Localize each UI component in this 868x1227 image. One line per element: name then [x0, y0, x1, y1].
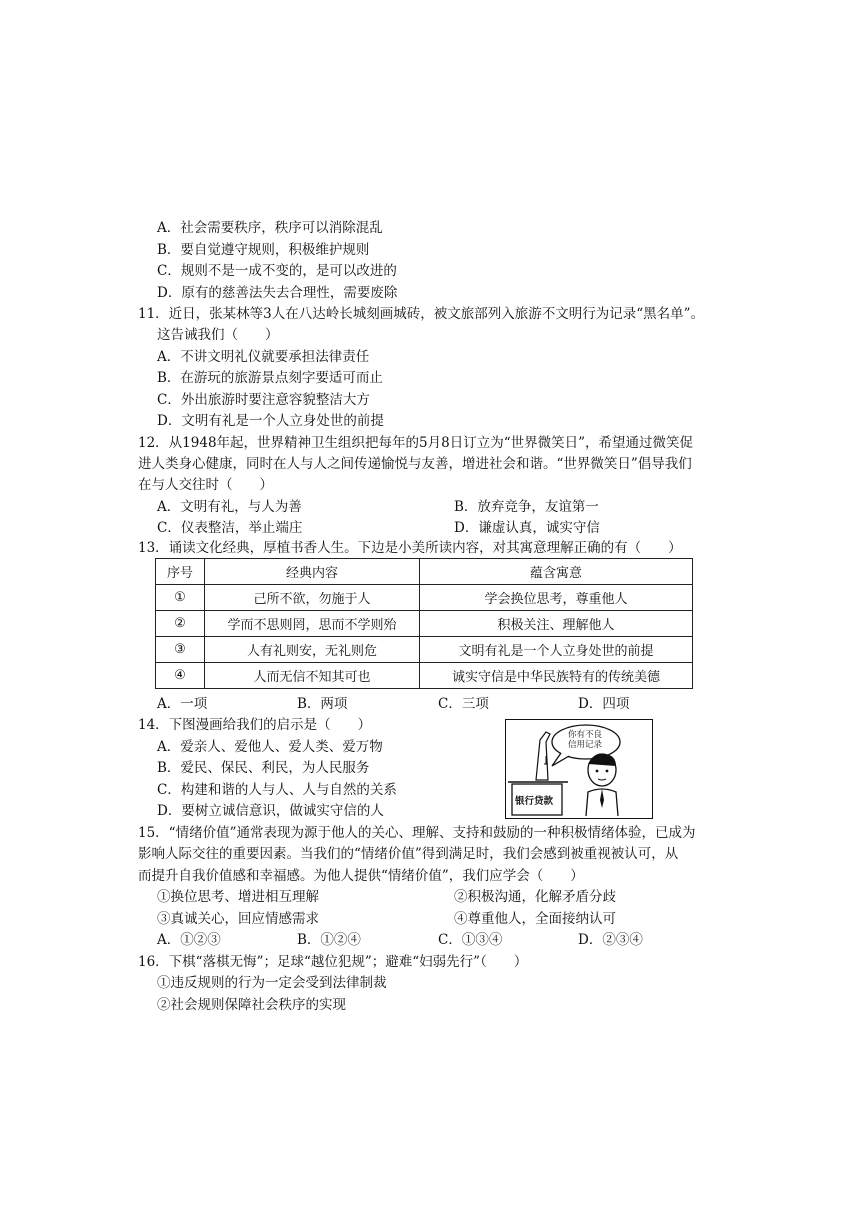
q11-stem-line1: 11．近日，张某林等3人在八达岭长城刻画城砖，被文旅部列入旅游不文明行为记录“黑名单”。 [138, 306, 705, 322]
q11-option-c: C．外出旅游时要注意容貌整洁大方 [157, 392, 370, 408]
person-eye [606, 770, 609, 773]
q16-stem: 16．下棋“落棋无悔”；足球“越位犯规”；避难“妇弱先行”（ ） [138, 954, 528, 970]
q13-table [155, 558, 693, 689]
q13-option-d: D．四项 [578, 696, 630, 712]
q10-option-b: B．要自觉遵守规则，积极维护规则 [157, 242, 370, 258]
q16-statement-1: ①违反规则的行为一定会受到法律制裁 [157, 975, 387, 991]
q15-option-d: D．②③④ [578, 932, 643, 948]
q15-stem-line1: 15．“情绪价值”通常表现为源于他人的关心、理解、支持和鼓励的一种积极情绪体验，已成为 [138, 825, 696, 841]
q12-option-b: B．放弃竞争，友谊第一 [454, 499, 599, 515]
table-cell: 诚实守信是中华民族特有的传统美德 [420, 663, 693, 689]
q14-stem: 14．下图漫画给我们的启示是（ ） [138, 717, 372, 733]
table-row [156, 585, 693, 611]
q12-option-a: A．文明有礼，与人为善 [157, 499, 302, 515]
table-cell: 积极关注、理解他人 [420, 611, 693, 637]
q10-option-d: D．原有的慈善法失去合理性，需要废除 [157, 285, 398, 301]
table-row [156, 611, 693, 637]
table-header: 蕴含寓意 [420, 559, 693, 585]
q15-option-c: C．①③④ [438, 932, 503, 948]
q10-option-c: C．规则不是一成不变的，是可以改进的 [157, 263, 397, 279]
table-cell: ① [156, 585, 205, 611]
q11-option-b: B．在游玩的旅游景点刻字要适可而止 [157, 370, 383, 386]
q13-option-b: B．两项 [297, 696, 348, 712]
clerk-hand [536, 732, 550, 780]
table-cell: 学会换位思考，尊重他人 [420, 585, 693, 611]
table-cell: ④ [156, 663, 205, 689]
q15-stem-line3: 而提升自我价值感和幸福感。为他人提供“情绪价值”，我们应学会（ ） [138, 868, 584, 884]
q12-option-c: C．仪表整洁，举止端庄 [157, 520, 303, 536]
q15-option-b: B．①②④ [297, 932, 361, 948]
q11-option-d: D．文明有礼是一个人立身处世的前提 [157, 413, 384, 429]
q15-statement-2: ②积极沟通，化解矛盾分歧 [454, 889, 616, 905]
q12-stem-line2: 进人类身心健康，同时在人与人之间传递愉悦与友善，增进社会和谐。“世界微笑日”倡导我们 [138, 456, 692, 472]
table-header: 序号 [156, 559, 205, 585]
table-cell: 人有礼则安，无礼则危 [205, 637, 420, 663]
table-cell: 人而无信不知其可也 [205, 663, 420, 689]
q15-statement-1: ①换位思考、增进相互理解 [157, 889, 319, 905]
q13-option-a: A．一项 [157, 696, 208, 712]
table-cell: 学而不思则罔，思而不学则殆 [205, 611, 420, 637]
q14-option-d: D．要树立诚信意识，做诚实守信的人 [157, 803, 384, 819]
q12-stem-line1: 12．从1948年起，世界精神卫生组织把每年的5月8日订立为“世界微笑日”，希望通过微笑促 [138, 435, 694, 451]
q11-option-a: A．不讲文明礼仪就要承担法律责任 [157, 349, 370, 365]
q15-statement-4: ④尊重他人，全面接纳认可 [454, 911, 616, 927]
bubble-line1: 你有不良 [568, 730, 603, 740]
bubble-text [568, 730, 602, 750]
table-cell: 己所不欲，勿施于人 [205, 585, 420, 611]
q14-option-b: B．爱民、保民、利民，为人民服务 [157, 760, 370, 776]
table-header: 经典内容 [205, 559, 420, 585]
q14-option-c: C．构建和谐的人与人、人与自然的关系 [157, 782, 397, 798]
q12-option-d: D．谦虚认真，诚实守信 [454, 520, 600, 536]
person-eye [596, 770, 599, 773]
bank-loan-sign: 银行贷款 [515, 796, 554, 807]
credit-cartoon [505, 719, 653, 819]
table-row [156, 637, 693, 663]
q15-option-a: A．①②③ [157, 932, 221, 948]
table-header-row [156, 559, 693, 585]
q11-stem-line2: 这告诫我们（ ） [157, 327, 279, 343]
q13-option-c: C．三项 [438, 696, 489, 712]
q16-statement-2: ②社会规则保障社会秩序的实现 [157, 997, 346, 1013]
q15-stem-line2: 影响人际交往的重要因素。当我们的“情绪价值”得到满足时，我们会感到被重视被认可，从 [138, 846, 679, 862]
q12-stem-line3: 在与人交往时（ ） [138, 477, 273, 493]
q13-stem: 13．诵读文化经典，厚植书香人生。下边是小美所读内容，对其寓意理解正确的有（ ） [138, 540, 682, 556]
q15-statement-3: ③真诚关心，回应情感需求 [157, 911, 319, 927]
q14-option-a: A．爱亲人、爱他人、爱人类、爱万物 [157, 739, 383, 755]
table-cell: 文明有礼是一个人立身处世的前提 [420, 637, 693, 663]
table-row [156, 663, 693, 689]
table-cell: ② [156, 611, 205, 637]
table-cell: ③ [156, 637, 205, 663]
bubble-line2: 信用记录 [568, 740, 603, 750]
q10-option-a: A．社会需要秩序，秩序可以消除混乱 [157, 220, 383, 236]
